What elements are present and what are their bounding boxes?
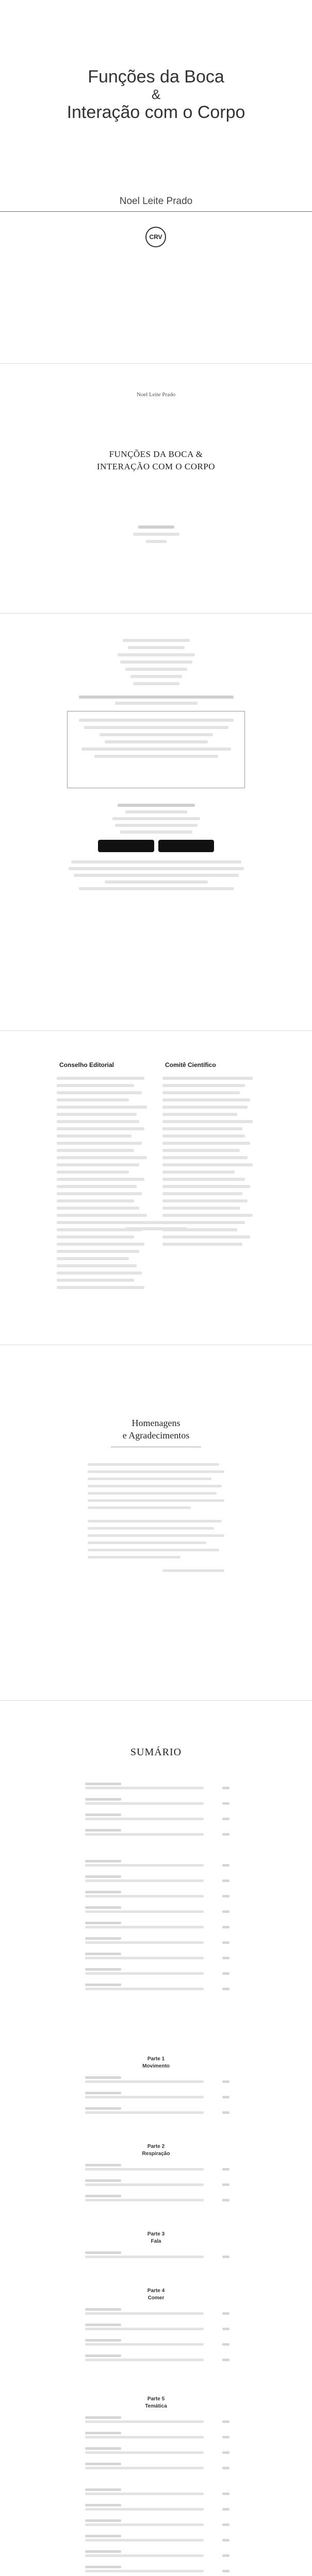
book-title-line1: Funções da Boca (88, 67, 224, 87)
toc-part-1 (0, 2056, 312, 2070)
book-title (0, 67, 312, 123)
toc-part-name: Comer (147, 2295, 165, 2301)
toc-part-3 (0, 2231, 312, 2245)
toc-chapter[interactable] (85, 2107, 229, 2115)
toc-part-name: Movimento (142, 2063, 170, 2069)
page-divider (0, 1700, 312, 1701)
toc-appendix[interactable] (85, 2550, 229, 2558)
toc-chapter[interactable] (85, 1937, 229, 1945)
editorial-board-list (57, 1077, 155, 1293)
page-divider (0, 363, 312, 364)
toc-entry[interactable] (85, 1798, 229, 1806)
toc-chapter[interactable] (85, 2076, 229, 2084)
page-divider (0, 613, 312, 614)
toc-part-name: Respiração (142, 2151, 170, 2157)
app-store-badges (98, 840, 214, 852)
board-heading-editorial: Conselho Editorial (59, 1061, 114, 1069)
title-page-title-line2: INTERAÇÃO COM O CORPO (96, 461, 216, 471)
toc-chapter[interactable] (85, 2195, 229, 2203)
toc-chapter[interactable] (85, 2416, 229, 2425)
board-footnote (0, 1221, 312, 1230)
title-page (0, 371, 312, 608)
toc-appendix[interactable] (85, 2504, 229, 2512)
google-play-badge-icon[interactable] (98, 840, 154, 852)
toc-part-5 (0, 2396, 312, 2410)
toc-part-label: Parte 1 (147, 2056, 165, 2062)
summary-title: SUMÁRIO (130, 1747, 182, 1758)
toc-chapter[interactable] (85, 1875, 229, 1884)
cover-rule (0, 211, 312, 212)
copyright-credits (0, 639, 312, 685)
book-author: Noel Leite Prado (119, 196, 193, 207)
copyright-page (0, 618, 312, 1020)
toc-chapter[interactable] (85, 1968, 229, 1976)
dedication-title-line1: Homenagens (132, 1418, 180, 1428)
title-page-title (0, 448, 312, 473)
rights-notice (0, 860, 312, 890)
toc-chapter[interactable] (85, 2092, 229, 2100)
toc-appendix[interactable] (85, 2519, 229, 2528)
toc-part-label: Parte 4 (147, 2288, 165, 2294)
toc-chapter[interactable] (85, 2447, 229, 2455)
publisher-info (0, 804, 312, 834)
toc-part-label: Parte 2 (147, 2144, 165, 2149)
dedication-text (88, 1463, 224, 1577)
book-title-line2: Interação com o Corpo (67, 102, 245, 122)
toc-chapter[interactable] (85, 1891, 229, 1899)
dedication-title-line2: e Agradecimentos (122, 1430, 190, 1441)
toc-chapter[interactable] (85, 2463, 229, 2471)
cover-page (0, 0, 312, 361)
toc-chapter[interactable] (85, 2251, 229, 2260)
toc-appendix[interactable] (85, 2488, 229, 2497)
toc-chapter[interactable] (85, 2324, 229, 2332)
toc-appendix[interactable] (85, 2566, 229, 2574)
catalog-heading (0, 696, 312, 705)
toc-chapter[interactable] (85, 1860, 229, 1868)
title-page-author: Noel Leite Prado (136, 392, 176, 398)
dedication-page (0, 1360, 312, 1680)
dedication-title (0, 1417, 312, 1442)
publisher-logo: CRV (145, 227, 166, 247)
toc-chapter[interactable] (85, 1953, 229, 1961)
board-heading-scientific: Comitê Científico (165, 1061, 216, 1069)
toc-part-2 (0, 2143, 312, 2158)
toc-entry[interactable] (85, 1814, 229, 1822)
catalog-record (67, 711, 245, 788)
toc-part-label: Parte 3 (147, 2231, 165, 2237)
summary-page (0, 1716, 312, 2576)
toc-chapter[interactable] (85, 1984, 229, 1992)
book-title-ampersand: & (151, 87, 161, 103)
toc-appendix[interactable] (85, 2535, 229, 2543)
toc-chapter[interactable] (85, 2308, 229, 2316)
toc-part-name: Temática (145, 2403, 167, 2409)
toc-chapter[interactable] (85, 2339, 229, 2347)
toc-chapter[interactable] (85, 2432, 229, 2440)
toc-part-name: Fala (151, 2239, 161, 2244)
toc-chapter[interactable] (85, 2179, 229, 2188)
toc-chapter[interactable] (85, 1906, 229, 1914)
title-page-title-line1: FUNÇÕES DA BOCA & (109, 449, 203, 459)
toc-entry[interactable] (85, 1783, 229, 1791)
toc-entry[interactable] (85, 1829, 229, 1837)
toc-chapter[interactable] (85, 1922, 229, 1930)
publisher-imprint (0, 526, 312, 543)
toc-chapter[interactable] (85, 2354, 229, 2363)
toc-chapter[interactable] (85, 2164, 229, 2172)
toc-part-4 (0, 2287, 312, 2302)
toc-part-label: Parte 5 (147, 2396, 165, 2402)
page-divider (0, 1030, 312, 1031)
app-store-badge-icon[interactable] (158, 840, 215, 852)
editorial-board-page (0, 1041, 312, 1329)
